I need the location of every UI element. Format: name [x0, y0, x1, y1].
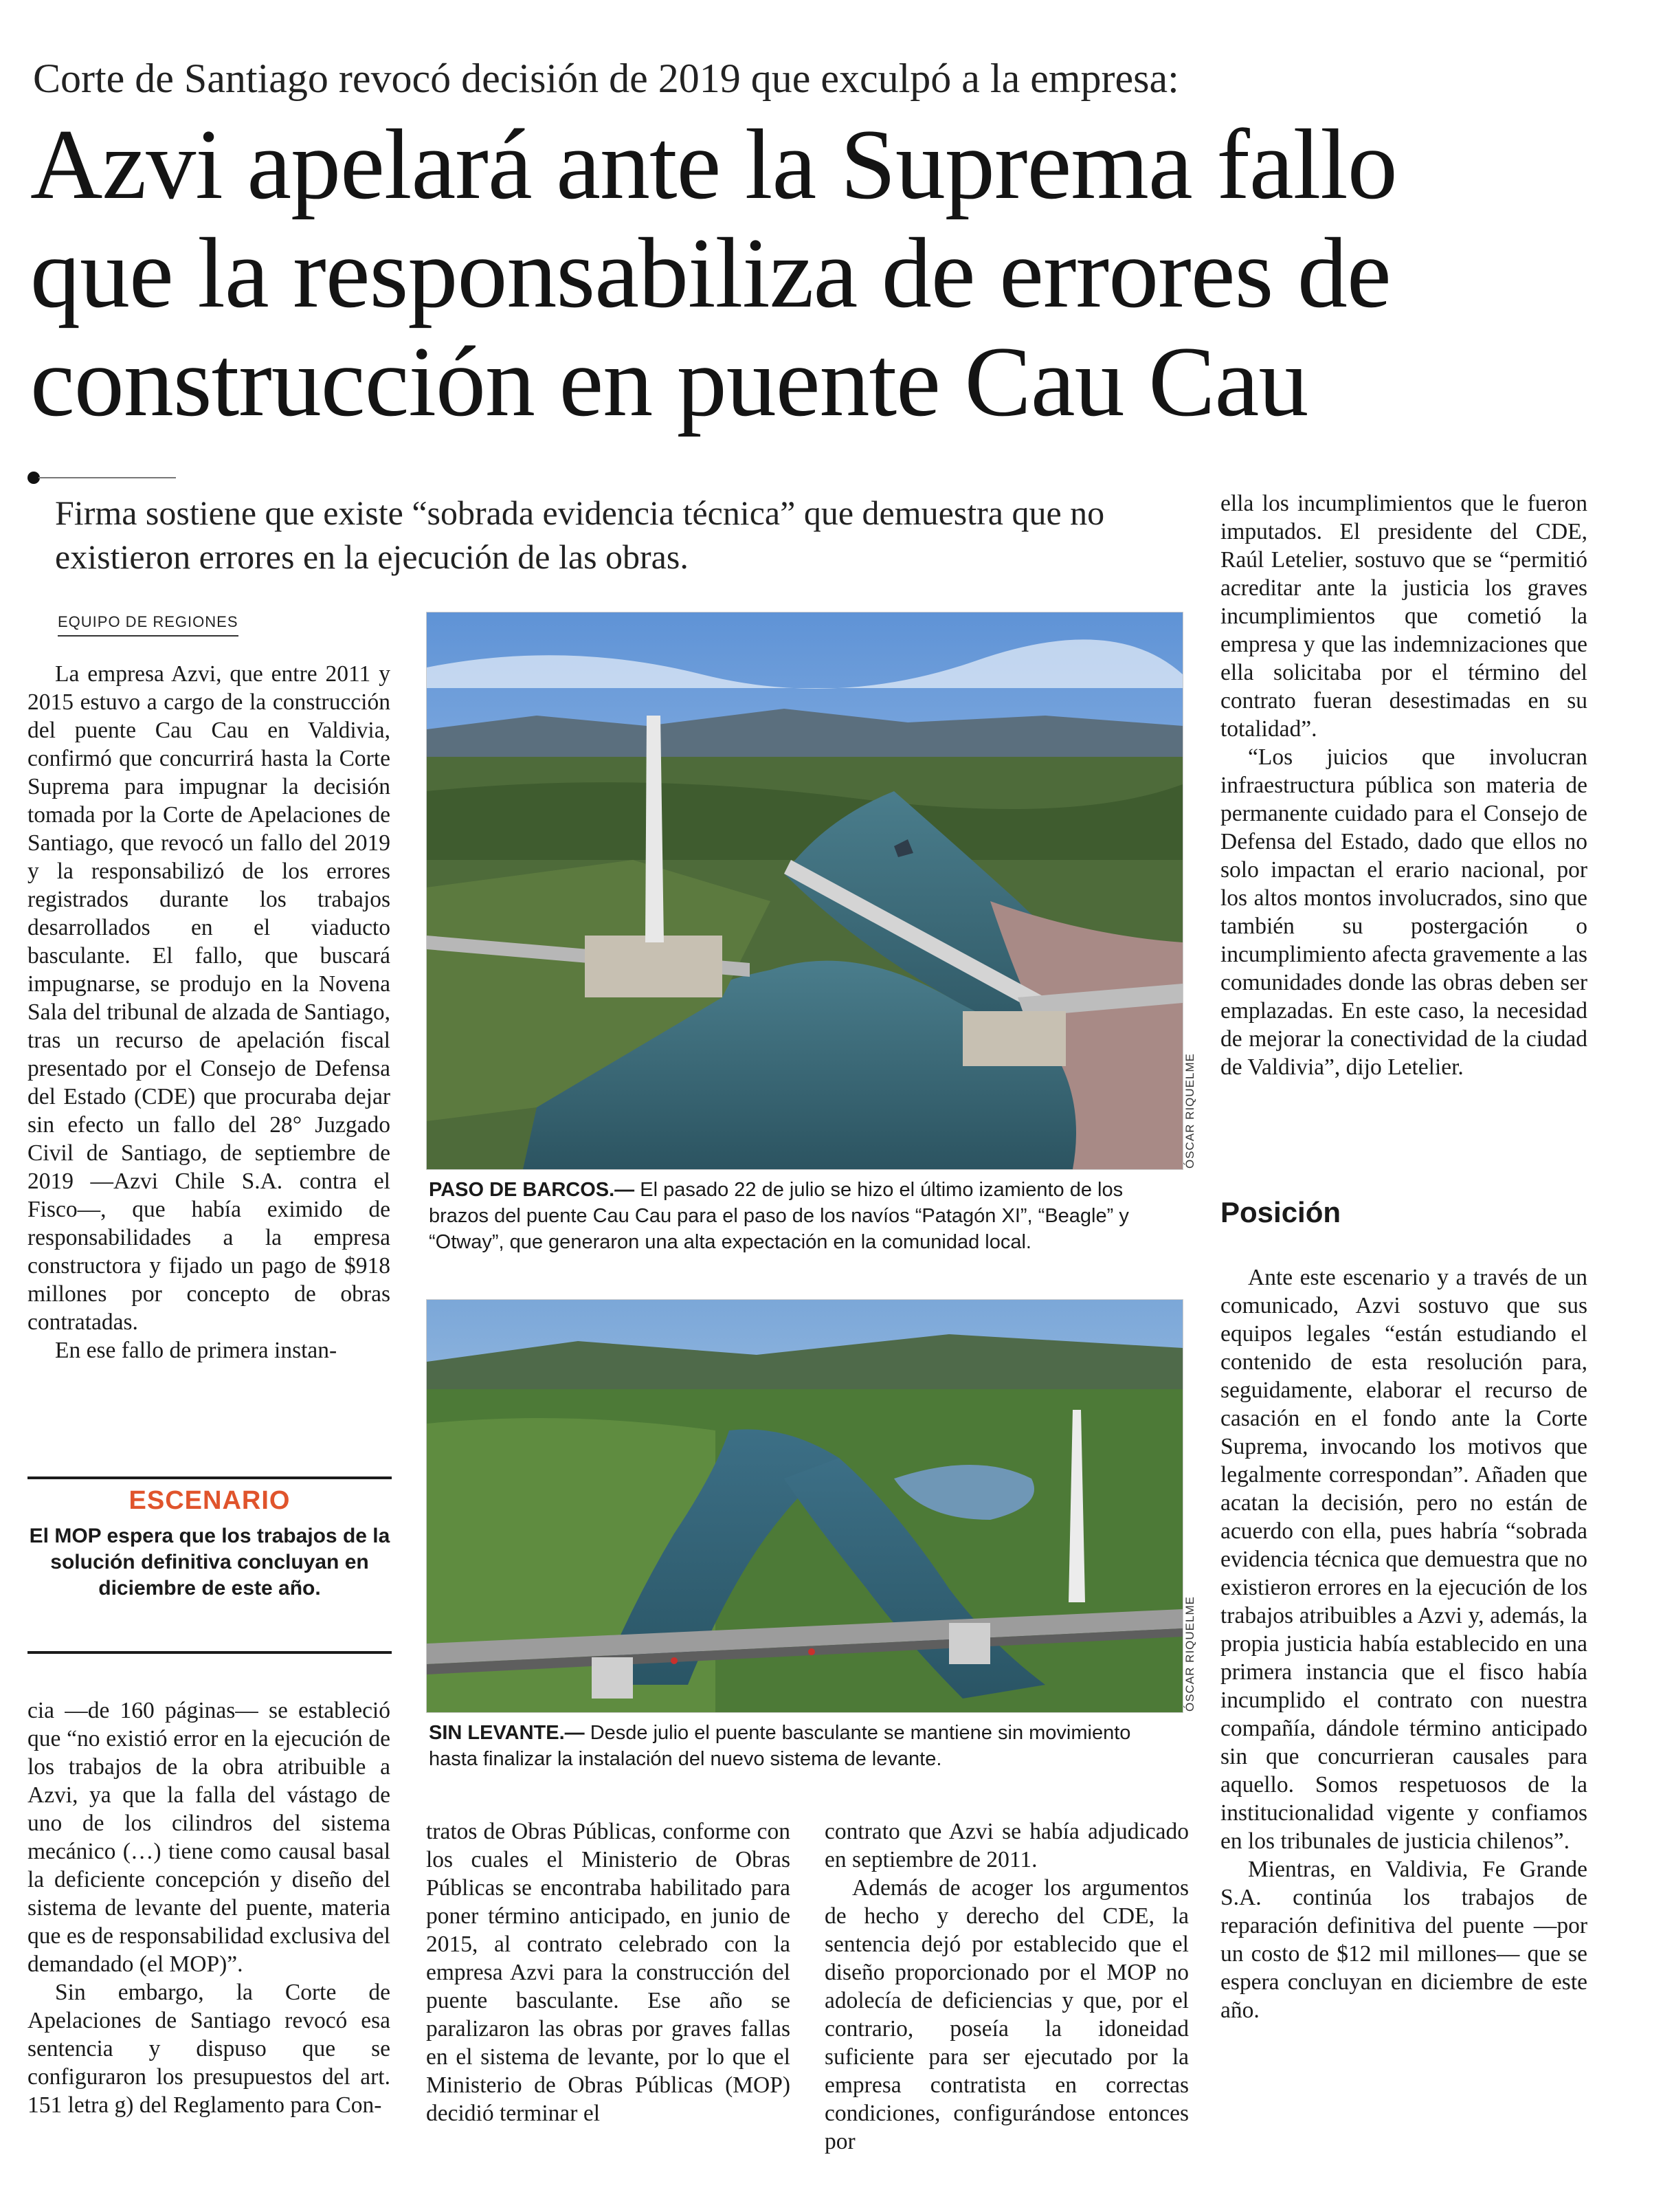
byline: EQUIPO DE REGIONES	[58, 613, 238, 637]
section-subhead: Posición	[1220, 1196, 1341, 1228]
photo-bridge-open	[426, 612, 1183, 1170]
headline-line: construcción en puente Cau Cau	[30, 326, 1308, 437]
paragraph: Ante este escenario y a través de un comunicado, Azvi sostuvo que sus equipos legales “están estudiando el contenido de esta resolución para, seguidamente, elaborar el recurso de casación en el fondo ante la Corte Suprema, invocando los motivos que legalmente correspondan”. Añaden que acatan la decisión, pero no están de acuerdo con ella, pues habría “sobrada evidencia técnica que demuestra que no existieron errores en la ejecución de los trabajos atribuibles a Azvi y, además, la propia justicia había establecido en una primera instancia que el fisco había incumplido el contrato con nuestra compañía, dándole término anticipado sin que concurrieran causales para aquello. Somos respetuosos de la institucionalidad vigente y confiamos en los tribunales de justicia chilenos”.	[1220, 1265, 1587, 1854]
column-2-bottom	[426, 1817, 790, 2202]
paragraph: contrato que Azvi se había adjudicado en septiembre de 2011.	[825, 1819, 1189, 1872]
caption-text: Desde julio el puente basculante se mantiene sin movimiento hasta finalizar la instalación del nuevo sistema de levante.	[429, 1722, 1131, 1770]
paragraph: “Los juicios que involucran infraestructura pública son materia de permanente cuidado para el Consejo de Defensa del Estado, dado que ellos no solo impactan el erario nacional, por los altos montos involucrados, sino que también su postergación o incumplimiento afecta gravemente a las comunidades donde las obras deben ser emplazadas. En este caso, la necesidad de mejorar la conectividad de la ciudad de Valdivia”, dijo Letelier.	[1220, 744, 1587, 1080]
paragraph: En ese fallo de primera instan-	[55, 1338, 337, 1363]
column-4-top	[1220, 489, 1587, 1177]
photo-credit: ÓSCAR RIQUELME	[1183, 1053, 1196, 1169]
caption-label: PASO DE BARCOS.—	[429, 1179, 635, 1201]
paragraph: ella los incumplimientos que le fueron imputados. El presidente del CDE, Raúl Letelier, sostuvo que se “permitió acreditar ante la justicia los graves incumplimientos que cometió la empresa y que las indemnizaciones que ella solicitaba por el término del contrato fueran desestimadas en su totalidad”.	[1220, 491, 1587, 742]
paragraph: Mientras, en Valdivia, Fe Grande S.A. continúa los trabajos de reparación definitiva del puente —por un costo de $12 mil millones— que se espera concluyan en diciembre de este año.	[1220, 1857, 1587, 2023]
rule-line	[38, 477, 176, 478]
box-top-rule	[27, 1476, 392, 1479]
box-body: El MOP espera que los trabajos de la solución definitiva concluyan en diciembre de este año.	[29, 1525, 390, 1600]
box-bottom-rule	[27, 1651, 392, 1654]
photo-caption	[429, 1720, 1185, 1772]
caption-label: SIN LEVANTE.—	[429, 1722, 585, 1744]
headline-line: Azvi apelará ante la Suprema fallo	[30, 109, 1397, 220]
headline	[30, 110, 1638, 436]
paragraph: cia —de 160 páginas— se estableció que “no existió error en la ejecución de los trabajos de la obra atribuible a Azvi, ya que la falla del vástago de uno de los cilindros del sistema mecánico (…) tiene como causal basal la deficiente concepción y diseño del sistema de levante del puente, materia que es de responsabilidad exclusiva del demandado (el MOP)”.	[27, 1698, 390, 1977]
paragraph: La empresa Azvi, que entre 2011 y 2015 estuvo a cargo de la construcción del puente Cau Cau en Valdivia, confirmó que concurrirá hasta la Corte Suprema para impugnar la decisión tomada por la Corte de Apelaciones de Santiago, que revocó un fallo del 2019 y la responsabilizó de los errores registrados durante los trabajos desarrollados en el viaducto basculante. El fallo, que buscará impugnarse, se produjo en la Novena Sala del tribunal de alzada de Santiago, tras un recurso de apelación fiscal presentado por el Consejo de Defensa del Estado (CDE) que procuraba dejar sin efecto un fallo del 28° Juzgado Civil de Santiago, de septiembre de 2019 —Azvi Chile S.A. contra el Fisco—, que había eximido de responsabilidades a la empresa constructora y fijado un pago de $918 millones por concepto de obras contratadas.	[27, 661, 390, 1335]
caption-text: El pasado 22 de julio se hizo el último izamiento de los brazos del puente Cau Cau para el paso de los navíos “Patagón XI”, “Beagle” y “Otway”, que generaron una alta expectación en la comunidad local.	[429, 1179, 1129, 1253]
box-title: ESCENARIO	[129, 1486, 291, 1515]
column-1-top	[27, 660, 390, 1437]
photo-bridge-closed	[426, 1299, 1183, 1713]
paragraph: tratos de Obras Públicas, conforme con los cuales el Ministerio de Obras Públicas se encontraba habilitado para poner término anticipado, en junio de 2015, al contrato celebrado con la empresa Azvi para la construcción del puente basculante. Ese año se paralizaron las obras por graves fallas en el sistema de levante, por lo que el Ministerio de Obras Públicas (MOP) decidió terminar el	[426, 1819, 790, 2126]
paragraph: Además de acoger los argumentos de hecho y derecho del CDE, la sentencia dejó por establecido que el diseño proporcionado por el MOP no adolecía de deficiencias y que, por el contrario, poseía la idoneidad suficiente para ser ejecutado por la empresa contratista en correctas condiciones, configurándose entonces por	[825, 1875, 1189, 2154]
column-1-bottom	[27, 1696, 390, 2191]
deck: Firma sostiene que existe “sobrada evidencia técnica” que demuestra que no existieron errores en la ejecución de las obras.	[55, 494, 1105, 576]
column-4-bottom	[1220, 1263, 1587, 2198]
paragraph: Sin embargo, la Corte de Apelaciones de Santiago revocó esa sentencia y dispuso que se configuraron los presupuestos del art. 151 letra g) del Reglamento para Con-	[27, 1980, 390, 2118]
column-3-bottom	[825, 1817, 1189, 2202]
headline-line: que la responsabiliza de errores de	[30, 217, 1391, 329]
photo-caption	[429, 1177, 1185, 1255]
photo-bridge-open-graphic	[427, 612, 1183, 1169]
kicker: Corte de Santiago revocó decisión de 2019 que exculpó a la empresa:	[33, 56, 1179, 101]
photo-credit: ÓSCAR RIQUELME	[1183, 1596, 1196, 1712]
photo-bridge-closed-graphic	[427, 1300, 1183, 1712]
